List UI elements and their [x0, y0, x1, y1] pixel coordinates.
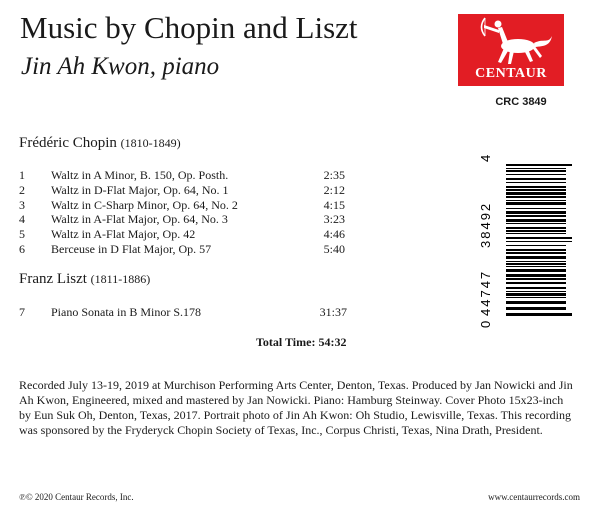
track-duration: 5:40 — [323, 242, 345, 256]
composer-heading-chopin — [19, 134, 181, 152]
track-duration: 2:35 — [323, 168, 345, 182]
track-title: Waltz in A-Flat Major, Op. 64, No. 3 — [51, 212, 228, 227]
catalog-number: CRC 3849 — [495, 96, 547, 108]
track-duration: 31:37 — [319, 305, 347, 319]
website-url: www.centaurrecords.com — [488, 492, 580, 502]
track-number: 7 — [19, 305, 25, 319]
barcode-digit: 38492 — [478, 201, 493, 248]
track-duration: 2:12 — [323, 182, 345, 197]
track-duration: 4:15 — [323, 197, 345, 212]
track-title: Berceuse in D Flat Major, Op. 57 — [51, 242, 212, 256]
track-number: 2 — [19, 182, 25, 197]
performer-credit: Jin Ah Kwon, piano — [21, 53, 220, 80]
track-title: Waltz in C-Sharp Minor, Op. 64, No. 2 — [51, 197, 238, 212]
recording-credits: Recorded July 13-19, 2019 at Murchison Performing Arts Center, Denton, Texas. Produced by Jan Nowicki and Jin Ah Kwon, Engineered, mixed and mastered by Jan Nowicki. Piano: Hamburg Steinway. Cover Photo 15x23-inch by Eun Suk Oh, Denton, Texas, 2017. Portrait photo of Jin Ah Kwon: Oh Studio, Lewisville, Texas. This recording was sponsored by the Fryderyck Chopin Society of Texas, Inc., Corpus Christi, Texas, Nina Drath, President. — [19, 378, 573, 437]
composer-heading-liszt — [19, 270, 150, 288]
track-title: Piano Sonata in B Minor S.178 — [51, 305, 202, 319]
barcode-digit: 0 — [478, 320, 493, 328]
composer-dates: (1811-1886) — [90, 272, 151, 286]
album-title: Music by Chopin and Liszt — [20, 10, 358, 45]
logo-wordmark: CENTAUR — [475, 66, 547, 81]
composer-dates: (1810-1849) — [120, 136, 181, 150]
composer-name: Franz Liszt — [19, 271, 87, 287]
track-number: 3 — [19, 197, 25, 212]
copyright-notice: ℗© 2020 Centaur Records, Inc. — [19, 492, 134, 502]
track-duration: 3:23 — [323, 212, 345, 227]
track-number: 1 — [19, 168, 25, 182]
track-number: 5 — [19, 227, 25, 242]
track-number: 6 — [19, 242, 25, 256]
track-number: 4 — [19, 212, 25, 227]
track-title: Waltz in D-Flat Major, Op. 64, No. 1 — [51, 182, 229, 197]
track-title: Waltz in A-Flat Major, Op. 42 — [51, 227, 196, 242]
barcode-digit: 44747 — [478, 269, 493, 316]
barcode-digit: 4 — [478, 154, 493, 162]
barcode — [478, 150, 574, 328]
centaur-logo — [458, 14, 564, 86]
composer-name: Frédéric Chopin — [19, 135, 117, 151]
track-title: Waltz in A Minor, B. 150, Op. Posth. — [51, 168, 229, 182]
track-duration: 4:46 — [323, 227, 345, 242]
total-time: Total Time: 54:32 — [256, 335, 347, 349]
